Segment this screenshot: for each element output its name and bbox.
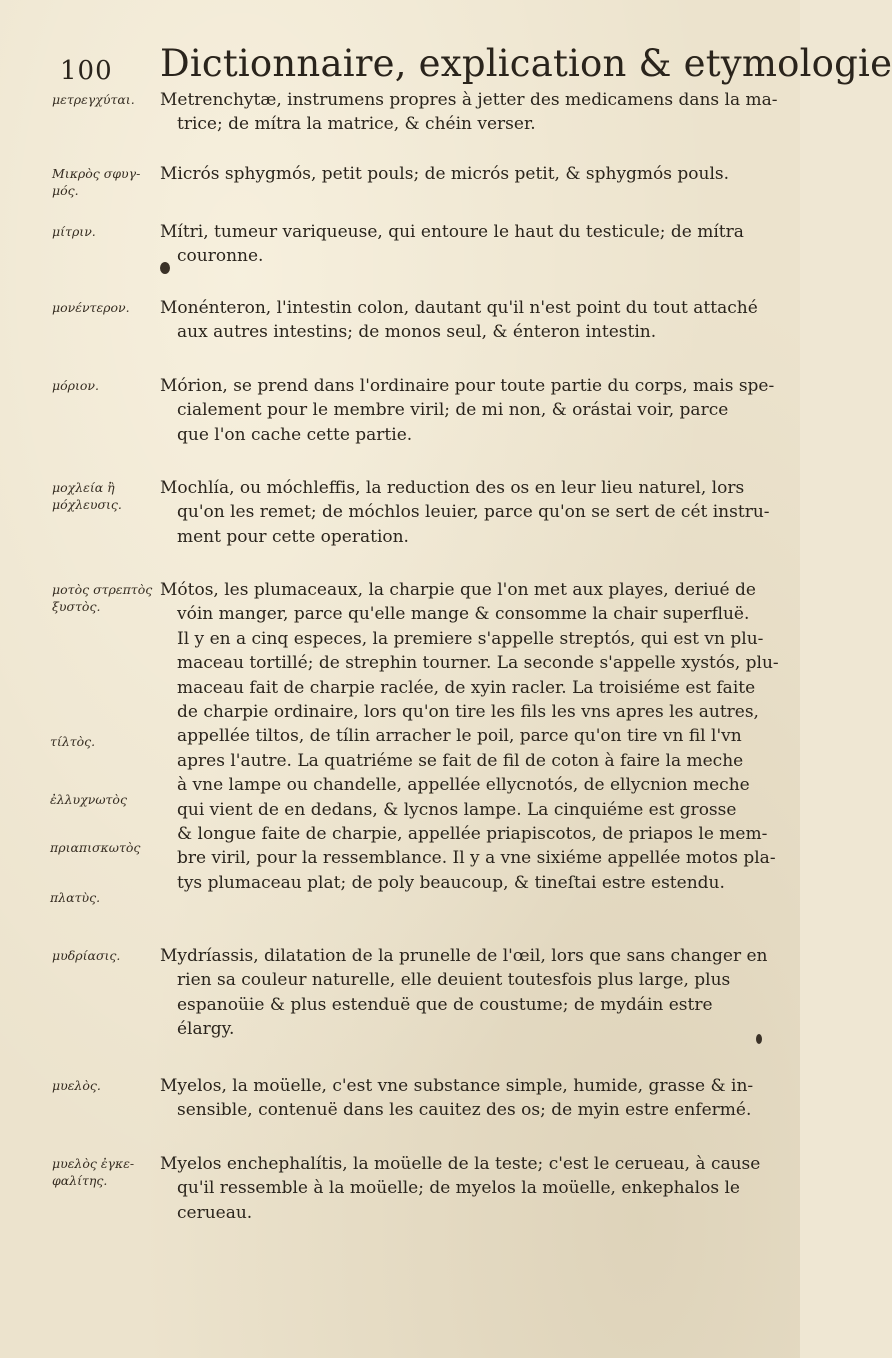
- ink-blot-icon: [160, 262, 170, 274]
- side-note-platys: πλατὺς.: [50, 890, 101, 905]
- ink-blot-icon: [756, 1034, 762, 1044]
- entry-text: Mydríassis, dilatation de la prunelle de l'œil, lors que sans changer en rien sa couleur naturelle, elle deuient toutesfois plus large, plus espanoüie & plus estenduë que de coustume; de mydáin estre élargy.: [160, 946, 768, 1040]
- greek-headword: μοχλεία ἢ μόχλευσις.: [52, 480, 122, 512]
- greek-headword: Μικρὸς σφυγ- μός.: [52, 166, 141, 198]
- side-note-ellychnotos: ἐλλυχνωτὸς: [50, 792, 127, 807]
- running-title: Dictionnaire, explication & etymologie: [160, 42, 892, 85]
- greek-headword: μόριον.: [52, 378, 99, 393]
- entry-text: Mótos, les plumaceaux, la charpie que l'on met aux playes, deriué de vóin manger, parce qu'elle mange & consomme la chair superfluë. Il y en a cinq especes, la premiere s'appelle streptós, qui est vn plu- maceau tortillé; de strephin tourner. La seconde s'appelle xystós, plu- maceau fait de charpie raclée, de xyin racler. La troisiéme est faite de charpie ordinaire, lors qu'on tire les fils les vns apres les autres, appellée tiltos, de tílin arracher le poil, parce qu'on tire vn fil l'vn apres l'autre. La quatriéme se fait de fil de coton à faire la meche à vne lampe ou chandelle, appellée ellycnotós, de ellycnion meche qui vient de en dedans, & lycnos lampe. La cinquiéme est grosse & longue faite de charpie, appellée priapiscotos, de priapos le mem- bre viril, pour la ressemblance. Il y a vne sixiéme appellée motos pla- tys plumaceau plat; de poly beaucoup, & tineſtai estre estendu.: [160, 580, 779, 893]
- entry-text: Monénteron, l'intestin colon, dautant qu'il n'est point du tout attaché aux autres intestins; de monos seul, & énteron intestin.: [160, 298, 758, 343]
- page-number: 100: [60, 56, 113, 86]
- greek-headword: μυδρίασις.: [52, 948, 121, 963]
- greek-headword: μονέντερον.: [52, 300, 130, 315]
- greek-headword: μετρεγχύται.: [52, 92, 135, 107]
- entry-text: Myelos, la moüelle, c'est vne substance simple, humide, grasse & in- sensible, contenuë dans les cauitez des os; de myin estre enfermé.: [160, 1076, 754, 1121]
- entry-text: Mochlía, ou móchleffis, la reduction des os en leur lieu naturel, lors qu'on les remet; de móchlos leuier, parce qu'on se sert de cét instru- ment pour cette operation.: [160, 478, 770, 547]
- entry-text: Mórion, se prend dans l'ordinaire pour toute partie du corps, mais spe- cialement pour le membre viril; de mi non, & orástai voir, parce que l'on cache cette partie.: [160, 376, 775, 445]
- greek-headword: μυελὸς.: [52, 1078, 101, 1093]
- entry-text: Micrós sphygmós, petit pouls; de micrós petit, & sphygmós pouls.: [160, 164, 730, 184]
- entry-text: Myelos enchephalítis, la moüelle de la teste; c'est le cerueau, à cause qu'il ressemble à la moüelle; de myelos la moüelle, enkephalos le cerueau.: [160, 1154, 761, 1223]
- greek-headword: μοτὸς στρεπτὸς ξυστὸς.: [52, 582, 153, 614]
- entry-text: Metrenchytæ, instrumens propres à jetter des medicamens dans la ma- trice; de mítra la matrice, & chéin verser.: [160, 90, 778, 135]
- entry-text: Mítri, tumeur variqueuse, qui entoure le haut du testicule; de mítra couronne.: [160, 222, 744, 267]
- side-note-priapiskotos: πριαπισκωτὸς: [50, 840, 141, 855]
- side-note-tiltos: τίλτὸς.: [50, 734, 96, 749]
- greek-headword: μίτριν.: [52, 224, 96, 239]
- greek-headword: μυελὸς ἐγκε- φαλίτης.: [52, 1156, 135, 1188]
